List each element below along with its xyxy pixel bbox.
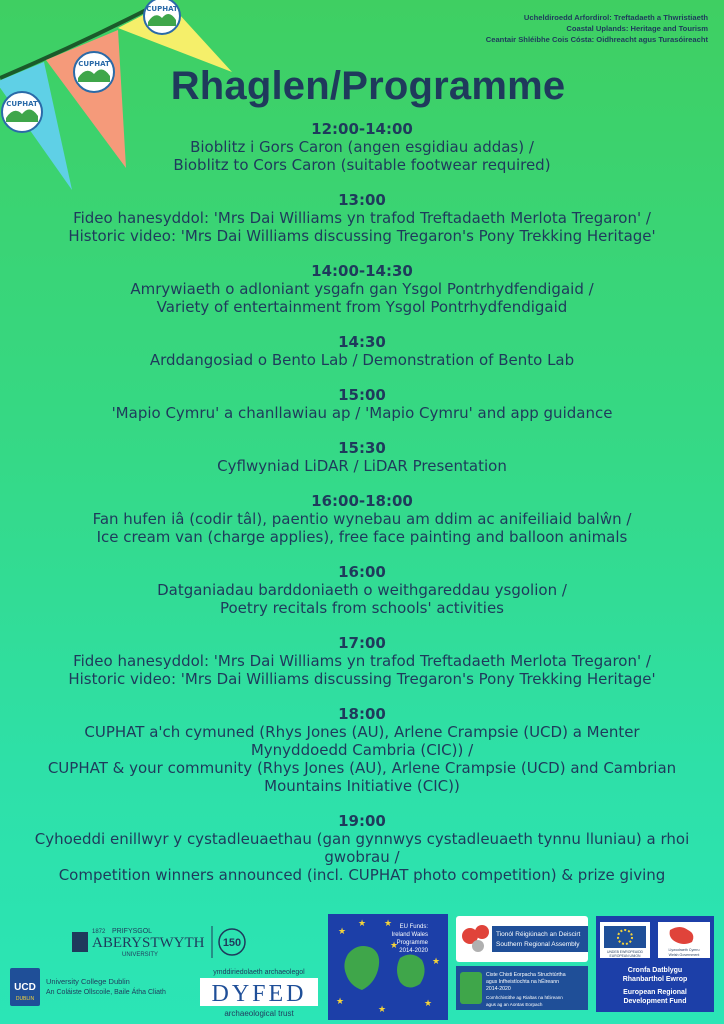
- svg-text:Programme: Programme: [396, 940, 428, 946]
- southern-regional-assembly-logo: [456, 916, 588, 962]
- svg-text:University College Dublin: University College Dublin: [46, 977, 130, 986]
- svg-text:archaeological trust: archaeological trust: [224, 1009, 294, 1018]
- schedule-time: 12:00-14:00: [311, 120, 413, 138]
- schedule-time: 17:00: [338, 634, 386, 652]
- svg-text:CUPHAT: CUPHAT: [146, 5, 178, 13]
- schedule-description: Poetry recitals from schools' activities: [219, 599, 504, 617]
- aberystwyth-university-logo: [72, 922, 247, 962]
- project-name-irish: Ceantair Shléibhe Cois Cósta: Oidhreacht agus Turasóireacht: [485, 35, 708, 44]
- svg-text:Llywodraeth Cymru: Llywodraeth Cymru: [668, 948, 700, 952]
- ireland-structural-funds-logo: [456, 966, 588, 1010]
- schedule-description: Mynyddoedd Cambria (CIC)) /: [250, 741, 474, 759]
- svg-text:DYFED: DYFED: [211, 981, 307, 1007]
- svg-text:Southern Regional Assembly: Southern Regional Assembly: [496, 941, 580, 948]
- schedule-time: 15:30: [338, 439, 386, 457]
- schedule-item: [0, 386, 724, 422]
- harp-icon: [460, 972, 482, 1004]
- svg-text:UNDEB EWROPEAIDD: UNDEB EWROPEAIDD: [607, 950, 643, 954]
- svg-text:2014-2020: 2014-2020: [486, 986, 511, 992]
- svg-text:★: ★: [336, 997, 345, 1007]
- project-name-english: Coastal Uplands: Heritage and Tourism: [566, 24, 708, 33]
- svg-text:Tionól Réigiúnach an Deiscirt: Tionól Réigiúnach an Deiscirt: [496, 931, 581, 938]
- svg-text:1872: 1872: [92, 929, 106, 935]
- schedule-description: Historic video: 'Mrs Dai Williams discussing Tregaron's Pony Trekking Heritage': [68, 670, 656, 688]
- svg-text:Development Fund: Development Fund: [623, 998, 687, 1005]
- svg-text:DUBLIN: DUBLIN: [15, 996, 35, 1002]
- svg-text:agus ag an Aontas Eorpach: agus ag an Aontas Eorpach: [486, 1002, 543, 1007]
- svg-text:Cronfa Datblygu: Cronfa Datblygu: [627, 967, 683, 974]
- ireland-wales-programme-logo: [328, 914, 448, 1020]
- svg-text:Comhchistithe ag Rialtas na hÉ: Comhchistithe ag Rialtas na hÉireann: [486, 995, 563, 1000]
- schedule-item: [0, 563, 724, 617]
- schedule-item: [0, 120, 724, 174]
- wales-map-icon: [397, 954, 425, 987]
- ireland-map-icon: [344, 946, 379, 990]
- schedule-description: Arddangosiad o Bento Lab / Demonstration of Bento Lab: [149, 351, 575, 369]
- eu-regional-development-fund-logo: [596, 916, 714, 1012]
- schedule-description: Fideo hanesyddol: 'Mrs Dai Williams yn trafod Treftadaeth Merlota Tregaron' /: [73, 209, 651, 227]
- svg-text:★: ★: [390, 941, 399, 951]
- schedule-description: Ice cream van (charge applies), free face painting and balloon animals: [96, 528, 628, 546]
- schedule-description: Mountains Initiative (CIC)): [264, 777, 460, 795]
- schedule-item: [0, 812, 724, 884]
- page-title: Rhaglen/Programme: [170, 64, 566, 108]
- schedule-description: Cyhoeddi enillwyr y cystadleuaethau (gan gynnwys cystadleuaeth tynnu lluniau) a rhoi: [34, 830, 690, 848]
- svg-text:agus Infheistíochta na hÉirean: agus Infheistíochta na hÉireann: [486, 979, 559, 985]
- schedule-description: CUPHAT a'ch cymuned (Rhys Jones (AU), Arlene Crampsie (UCD) a Menter: [84, 723, 640, 741]
- project-name-welsh: Ucheldiroedd Arfordirol: Treftadaeth a Thwristiaeth: [523, 13, 708, 22]
- schedule-time: 18:00: [338, 705, 386, 723]
- svg-text:150: 150: [222, 937, 242, 949]
- schedule-time: 15:00: [338, 386, 386, 404]
- svg-text:EUROPEAN UNION: EUROPEAN UNION: [609, 954, 641, 958]
- svg-text:CUPHAT: CUPHAT: [6, 100, 38, 108]
- schedule-item: [0, 333, 724, 369]
- project-name: [486, 12, 708, 45]
- svg-text:An Coláiste Ollscoile, Baile Á: An Coláiste Ollscoile, Baile Átha Cliath: [46, 989, 166, 996]
- schedule-item: [0, 439, 724, 475]
- schedule-description: Fideo hanesyddol: 'Mrs Dai Williams yn trafod Treftadaeth Merlota Tregaron' /: [73, 652, 651, 670]
- svg-text:PRIFYSGOL: PRIFYSGOL: [112, 928, 153, 935]
- schedule-description: 'Mapio Cymru' a chanllawiau ap / 'Mapio Cymru' and app guidance: [111, 404, 613, 422]
- schedule-item: [0, 191, 724, 245]
- schedule-description: Historic video: 'Mrs Dai Williams discussing Tregaron's Pony Trekking Heritage': [68, 227, 656, 245]
- svg-text:★: ★: [378, 1005, 387, 1015]
- svg-text:UCD: UCD: [14, 982, 36, 993]
- svg-text:Ciste Chisti Eorpacha Struchtú: Ciste Chisti Eorpacha Struchtúrtha: [486, 972, 566, 978]
- sponsor-logos: [0, 908, 724, 1024]
- schedule-description: Competition winners announced (incl. CUPHAT photo competition) & prize giving: [58, 866, 666, 884]
- schedule-time: 14:00-14:30: [311, 262, 413, 280]
- svg-text:★: ★: [432, 957, 441, 967]
- schedule-description: Bioblitz to Cors Caron (suitable footwear required): [173, 156, 551, 174]
- schedule-item: [0, 492, 724, 546]
- svg-text:Welsh Government: Welsh Government: [668, 953, 700, 957]
- schedule-description: CUPHAT & your community (Rhys Jones (AU), Arlene Crampsie (UCD) and Cambrian: [47, 759, 677, 777]
- schedule-description: Amrywiaeth o adloniant ysgafn gan Ysgol Pontrhydfendigaid /: [130, 280, 594, 298]
- svg-text:★: ★: [384, 919, 393, 929]
- schedule-time: 19:00: [338, 812, 386, 830]
- svg-text:ABERYSTWYTH: ABERYSTWYTH: [92, 935, 205, 951]
- schedule-description: Variety of entertainment from Ysgol Pontrhydfendigaid: [156, 298, 568, 316]
- ucd-logo: [10, 966, 195, 1010]
- svg-text:EU Funds:: EU Funds:: [399, 924, 428, 930]
- svg-text:ymddiriedolaeth archaeolegol: ymddiriedolaeth archaeolegol: [213, 969, 305, 976]
- schedule-description: Fan hufen iâ (codir tâl), paentio wynebau am ddim ac anifeiliaid balŵn /: [92, 510, 632, 528]
- svg-text:★: ★: [424, 999, 433, 1009]
- schedule-item: [0, 262, 724, 316]
- schedule-time: 14:30: [338, 333, 386, 351]
- schedule-time: 16:00-18:00: [311, 492, 413, 510]
- schedule-time: 13:00: [338, 191, 386, 209]
- aberystwyth-crest-icon: [72, 922, 247, 962]
- schedule-description: gwobrau /: [324, 848, 400, 866]
- svg-text:Rhanbarthol Ewrop: Rhanbarthol Ewrop: [622, 976, 688, 983]
- svg-text:2014-2020: 2014-2020: [399, 948, 428, 954]
- svg-text:UNIVERSITY: UNIVERSITY: [122, 952, 159, 958]
- svg-text:Ireland Wales: Ireland Wales: [391, 932, 428, 938]
- schedule-item: [0, 705, 724, 795]
- svg-text:European Regional: European Regional: [623, 989, 687, 996]
- schedule-description: Datganiadau barddoniaeth o weithgareddau ysgolion /: [157, 581, 567, 599]
- schedule-description: Cyflwyniad LiDAR / LiDAR Presentation: [217, 457, 507, 475]
- cuphat-badge-3: [144, 0, 180, 34]
- programme-schedule: [0, 120, 724, 901]
- schedule-description: Bioblitz i Gors Caron (angen esgidiau addas) /: [190, 138, 534, 156]
- dyfed-archaeological-trust-logo: [198, 966, 320, 1018]
- svg-text:★: ★: [358, 919, 367, 929]
- schedule-time: 16:00: [338, 563, 386, 581]
- svg-text:★: ★: [338, 927, 347, 937]
- schedule-item: [0, 634, 724, 688]
- cuphat-badge-2: [74, 52, 114, 92]
- svg-text:CUPHAT: CUPHAT: [78, 60, 110, 68]
